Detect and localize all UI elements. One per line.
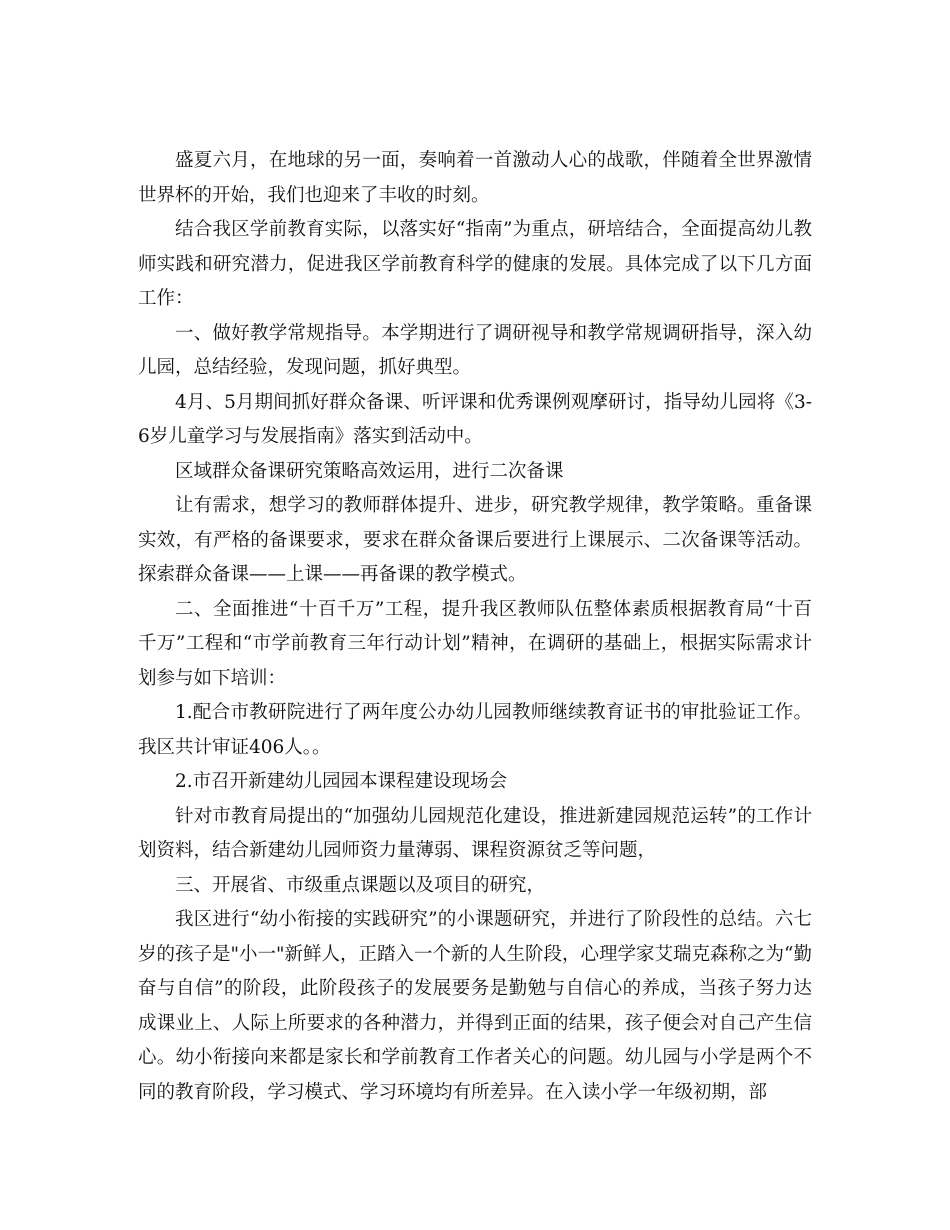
- document-body: [138, 144, 812, 1110]
- paragraph: 三、开展省、市级重点课题以及项目的研究，: [175, 874, 546, 896]
- paragraph: 4月、5月期间抓好群众备课、听评课和优秀课例观摩研讨，指导幼儿园将《3-6岁儿童学习与发展指南》落实到活动中。: [138, 391, 812, 447]
- paragraph: 让有需求，想学习的教师群体提升、进步，研究教学规律，教学策略。重备课实效，有严格的备课要求，要求在群众备课后要进行上课展示、二次备课等活动。探索群众备课——上课——再备课的教学模式。: [138, 495, 812, 585]
- paragraph: 二、全面推进“十百千万”工程，提升我区教师队伍整体素质根据教育局“十百千万”工程和“市学前教育三年行动计划”精神，在调研的基础上，根据实际需求计划参与如下培训：: [138, 598, 812, 689]
- paragraph: 一、做好教学常规指导。本学期进行了调研视导和教学常规调研指导，深入幼儿园，总结经验，发现问题，抓好典型。: [138, 322, 812, 378]
- paragraph: 区域群众备课研究策略高效运用，进行二次备课: [175, 460, 564, 482]
- paragraph: 1.配合市教研院进行了两年度公办幼儿园教师继续教育证书的审批验证工作。我区共计审证406人。。: [138, 702, 812, 758]
- paragraph: 盛夏六月，在地球的另一面，奏响着一首激动人心的战歌，伴随着全世界激情世界杯的开始，我们也迎来了丰收的时刻。: [138, 150, 812, 206]
- paragraph: 2.市召开新建幼儿园园本课程建设现场会: [175, 771, 508, 792]
- paragraph: 我区进行“幼小衔接的实践研究”的小课题研究，并进行了阶段性的总结。六七岁的孩子是"小一"新鲜人，正踏入一个新的人生阶段，心理学家艾瑞克森称之为“勤奋与自信”的阶段，此阶段孩子的发展要务是勤勉与自信心的养成，当孩子努力达成课业上、人际上所要求的各种潜力，并得到正面的结果，孩子便会对自己产生信心。幼小衔接向来都是家长和学前教育工作者关心的问题。幼儿园与小学是两个不同的教育阶段，学习模式、学习环境均有所差异。在入读小学一年级初期，部: [138, 909, 812, 1103]
- paragraph: 针对市教育局提出的“加强幼儿园规范化建设，推进新建园规范运转”的工作计划资料，结合新建幼儿园师资力量薄弱、课程资源贫乏等问题，: [138, 805, 812, 861]
- paragraph: 结合我区学前教育实际，以落实好“指南”为重点，研培结合，全面提高幼儿教师实践和研究潜力，促进我区学前教育科学的健康的发展。具体完成了以下几方面工作：: [138, 219, 812, 309]
